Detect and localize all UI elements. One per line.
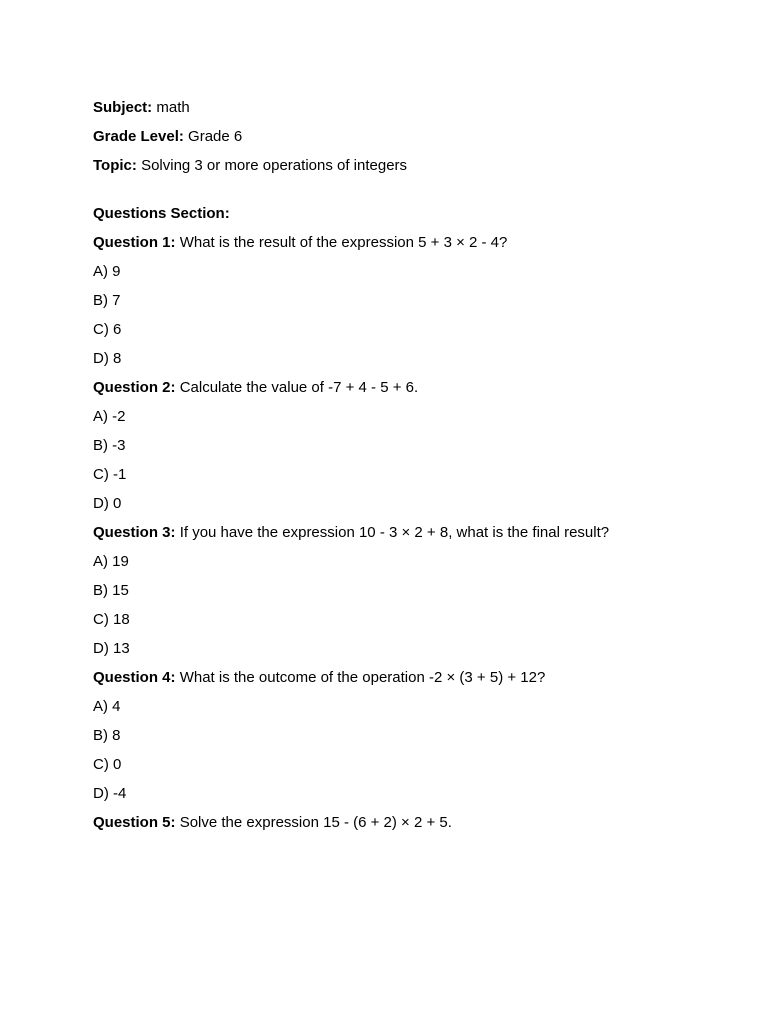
- question-4-label: Question 4:: [93, 669, 176, 686]
- question-5: [93, 813, 713, 842]
- question-4-option-c: C) 0: [93, 756, 122, 773]
- question-3-option-a: A) 19: [93, 553, 129, 570]
- question-1-option-c: C) 6: [93, 321, 122, 338]
- question-1-option-a: A) 9: [93, 263, 121, 280]
- worksheet-page: [93, 98, 713, 842]
- topic-label: Topic:: [93, 157, 137, 174]
- question-4-option-d: D) -4: [93, 785, 127, 802]
- question-2-option-d: D) 0: [93, 495, 122, 512]
- grade-level-label: Grade Level:: [93, 128, 184, 145]
- question-2-option-c: C) -1: [93, 466, 127, 483]
- topic-line: [93, 156, 713, 185]
- question-1-label: Question 1:: [93, 234, 176, 251]
- subject-line: [93, 98, 713, 127]
- grade-level-line: [93, 127, 713, 156]
- question-1-option-d: D) 8: [93, 350, 122, 367]
- question-4-text: What is the outcome of the operation -2 × (3 + 5) + 12?: [179, 669, 546, 686]
- section-title: Questions Section:: [93, 205, 230, 222]
- question-3-text: If you have the expression 10 - 3 × 2 + 8, what is the final result?: [179, 524, 610, 541]
- question-1-option-b: B) 7: [93, 292, 121, 309]
- question-4-option-b: B) 8: [93, 727, 121, 744]
- question-2: [93, 378, 713, 523]
- question-3-option-c: C) 18: [93, 611, 130, 628]
- question-4-option-a: A) 4: [93, 698, 121, 715]
- question-2-text: Calculate the value of -7 + 4 - 5 + 6.: [179, 379, 419, 396]
- subject-label: Subject:: [93, 99, 153, 116]
- question-1-text: What is the result of the expression 5 + 3 × 2 - 4?: [179, 234, 508, 251]
- question-5-label: Question 5:: [93, 814, 176, 831]
- question-3-prompt: [93, 523, 713, 552]
- question-5-text: Solve the expression 15 - (6 + 2) × 2 + 5.: [179, 814, 452, 831]
- question-2-label: Question 2:: [93, 379, 176, 396]
- topic-value: Solving 3 or more operations of integers: [141, 157, 408, 174]
- question-3-label: Question 3:: [93, 524, 176, 541]
- question-2-option-b: B) -3: [93, 437, 126, 454]
- question-3-option-d: D) 13: [93, 640, 130, 657]
- question-5-prompt: [93, 813, 713, 842]
- question-1: [93, 233, 713, 378]
- question-3: [93, 523, 713, 668]
- question-2-prompt: [93, 378, 713, 407]
- subject-value: math: [156, 99, 190, 116]
- question-4-prompt: [93, 668, 713, 697]
- question-4: [93, 668, 713, 813]
- question-3-option-b: B) 15: [93, 582, 129, 599]
- section-spacer: [93, 185, 713, 204]
- question-2-option-a: A) -2: [93, 408, 126, 425]
- question-1-prompt: [93, 233, 713, 262]
- grade-level-value: Grade 6: [188, 128, 243, 145]
